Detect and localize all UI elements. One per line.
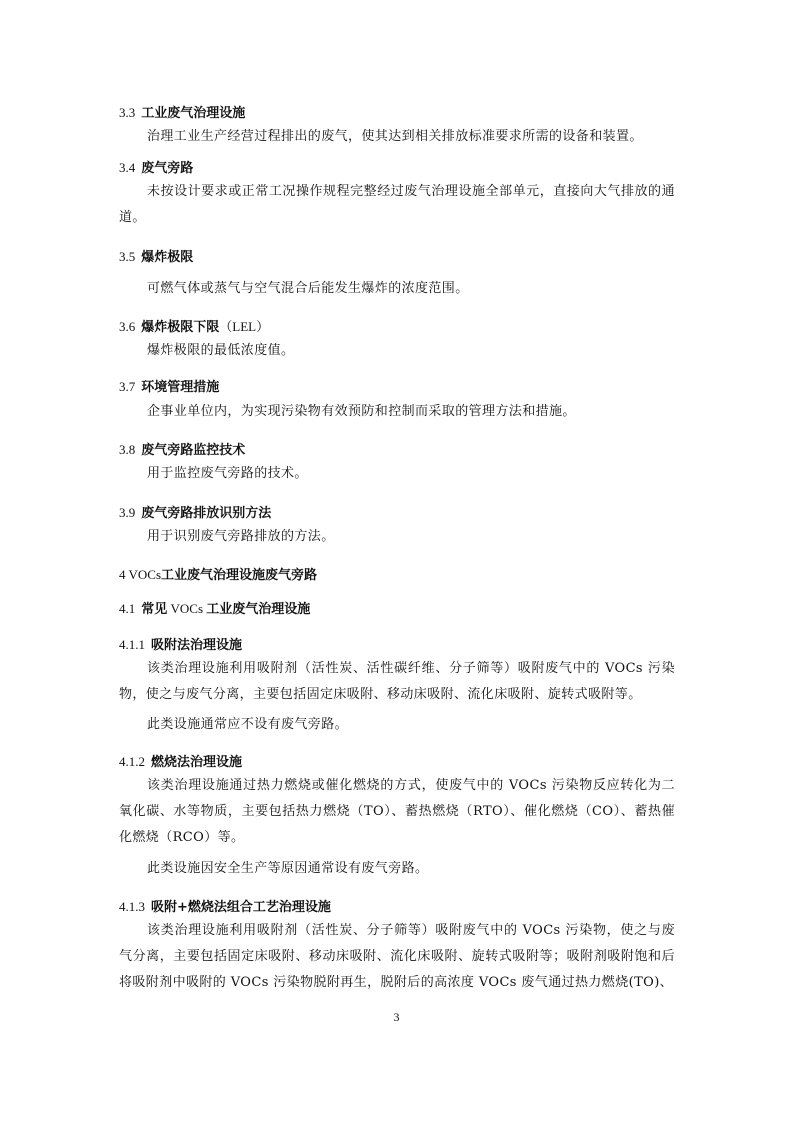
- section-4-1-2-body-1: 该类治理设施通过热力燃烧或催化燃烧的方式，使废气中的 VOCs 污染物反应转化为二氧化碳、水等物质，主要包括热力燃烧（TO）、蓄热燃烧（RTO）、催化燃烧（CO）、蓄热催化燃烧（RCO）等。: [119, 778, 675, 845]
- section-4-1-1-heading: 4.1.1 吸附法治理设施: [119, 637, 243, 653]
- section-3-9-body: 用于识别废气旁路排放的方法。: [147, 529, 335, 544]
- section-3-8-heading: 3.8 废气旁路监控技术: [119, 442, 246, 458]
- section-3-4-body: 未按设计要求或正常工况操作规程完整经过废气治理设施全部单元，直接向大气排放的通道。: [119, 184, 675, 225]
- section-3-5-body: 可燃气体或蒸气与空气混合后能发生爆炸的浓度范围。: [147, 281, 469, 296]
- section-3-8-body: 用于监控废气旁路的技术。: [147, 466, 308, 481]
- section-4-1-1-body-2: 此类设施通常应不设有废气旁路。: [147, 717, 349, 732]
- section-4-1-2-body-2: 此类设施因安全生产等原因通常设有废气旁路。: [147, 861, 429, 876]
- section-4-1-2-heading: 4.1.2 燃烧法治理设施: [119, 754, 243, 770]
- section-3-7-body: 企事业单位内，为实现污染物有效预防和控制而采取的管理方法和措施。: [147, 404, 576, 419]
- section-4-heading: 4 VOCs工业废气治理设施废气旁路: [119, 567, 318, 583]
- section-4-1-heading: 4.1 常见 VOCs 工业废气治理设施: [119, 601, 311, 617]
- section-3-4-heading: 3.4 废气旁路: [119, 160, 194, 176]
- section-4-1-1-body-1: 该类治理设施利用吸附剂（活性炭、活性碳纤维、分子筛等）吸附废气中的 VOCs 污染物，使之与废气分离，主要包括固定床吸附、移动床吸附、流化床吸附、旋转式吸附等。: [119, 661, 675, 702]
- page-number: 3: [393, 1010, 400, 1024]
- section-3-6-body: 爆炸极限的最低浓度值。: [147, 343, 295, 358]
- section-3-7-heading: 3.7 环境管理措施: [119, 379, 220, 395]
- section-4-1-3-body-1: 该类治理设施利用吸附剂（活性炭、分子筛等）吸附废气中的 VOCs 污染物，使之与废气分离，主要包括固定床吸附、移动床吸附、流化床吸附、旋转式吸附等；吸附剂吸附饱和后将吸附剂中吸附的 VOCs 污染物脱附再生，脱附后的高浓度 VOCs 废气通过热力燃烧(TO)、: [119, 923, 675, 990]
- section-3-6-heading: 3.6 爆炸极限下限（LEL）: [119, 319, 270, 335]
- section-3-3-body: 治理工业生产经营过程排出的废气，使其达到相关排放标准要求所需的设备和装置。: [147, 129, 643, 144]
- section-4-1-3-heading: 4.1.3 吸附+燃烧法组合工艺治理设施: [119, 899, 331, 915]
- section-3-3-heading: 3.3 工业废气治理设施: [119, 105, 246, 121]
- section-3-9-heading: 3.9 废气旁路排放识别方法: [119, 505, 272, 521]
- section-3-5-heading: 3.5 爆炸极限: [119, 249, 194, 265]
